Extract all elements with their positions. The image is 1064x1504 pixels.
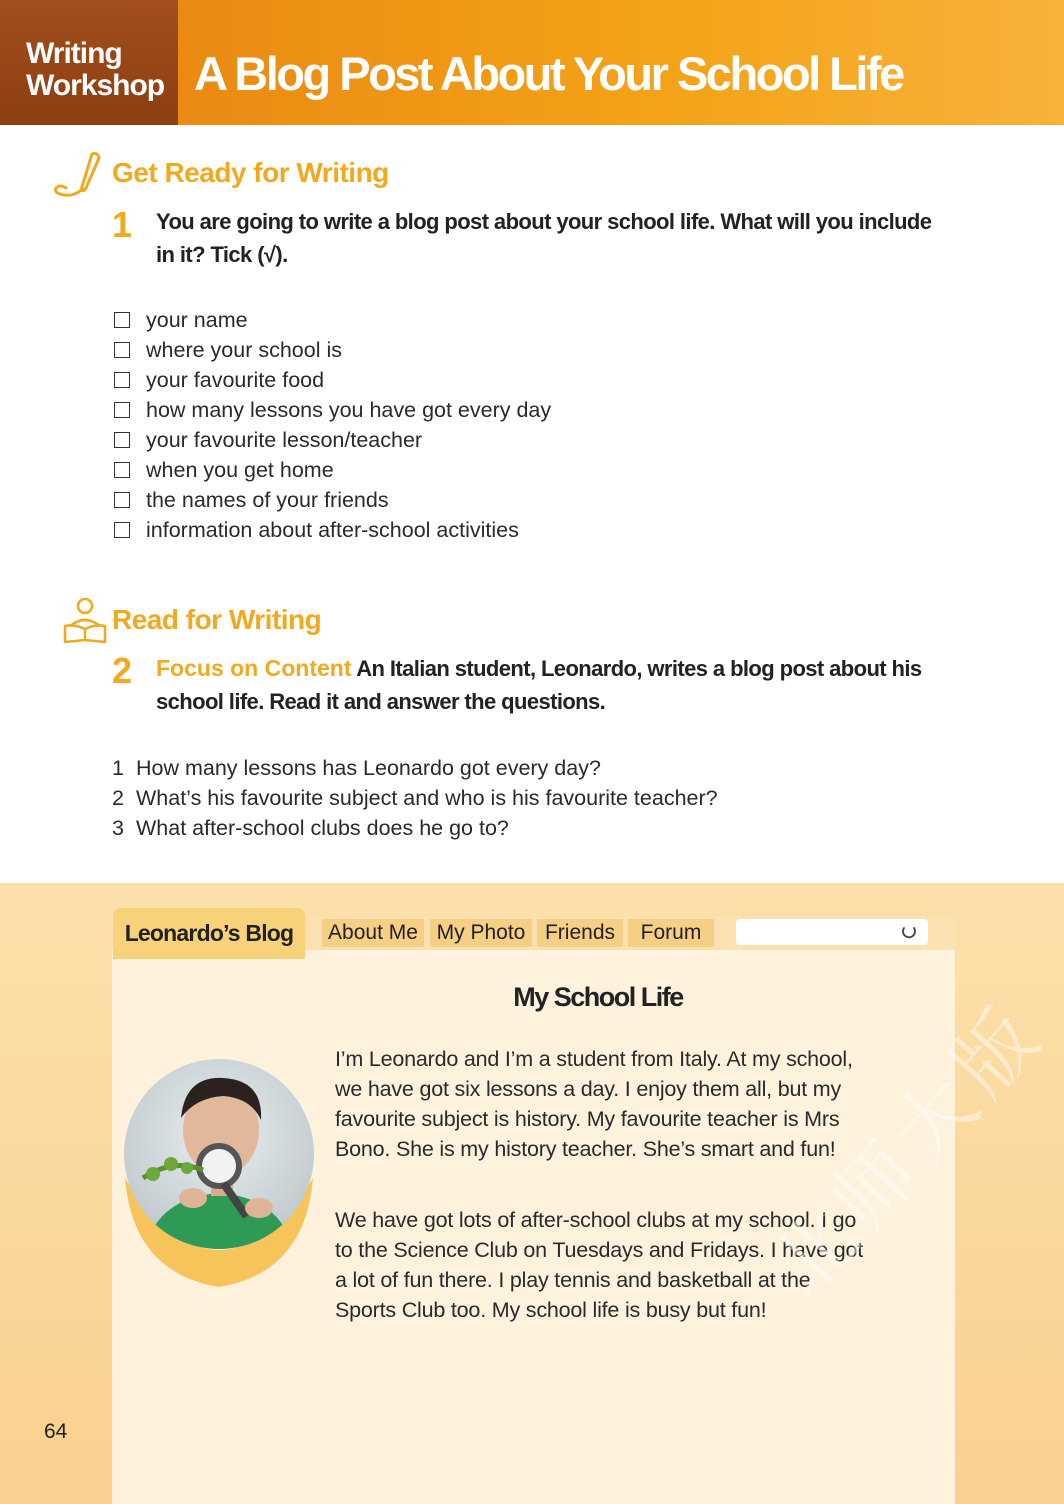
exercise-1-instruction: You are going to write a blog post about your school life. What will you include in it? Tick (√). <box>156 209 932 267</box>
tag-line-2: Workshop <box>26 69 165 102</box>
tab-about-me[interactable]: About Me <box>322 919 424 947</box>
checkbox[interactable] <box>114 492 130 508</box>
checklist-item-label: how many lessons you have got every day <box>146 397 552 422</box>
checklist-item-label: where your school is <box>146 337 342 362</box>
tag-line-1: Writing <box>26 37 122 70</box>
writing-workshop-tag <box>0 0 178 125</box>
page-title: A Blog Post About Your School Life <box>194 47 903 100</box>
checklist-item[interactable] <box>114 395 551 425</box>
checkbox[interactable] <box>114 312 130 328</box>
checklist-item[interactable] <box>114 365 551 395</box>
title-banner <box>178 0 1064 125</box>
exercise-2-text: An Italian student, Leonardo, writes a blog post about his school life. Read it and answer the questions. <box>156 656 922 714</box>
page-header <box>0 0 1064 125</box>
focus-label: Focus on Content <box>156 655 352 681</box>
checkbox[interactable] <box>114 372 130 388</box>
exercise-number-1: 1 <box>112 204 133 245</box>
exercise-number-2: 2 <box>112 650 133 691</box>
reader-icon <box>62 596 108 644</box>
question-text: How many lessons has Leonardo got every day? <box>136 755 601 780</box>
question-text: What’s his favourite subject and who is his favourite teacher? <box>136 785 718 810</box>
exercise-2-instruction <box>156 652 946 718</box>
search-icon[interactable] <box>900 923 918 941</box>
watermark: 北师大版 <box>753 984 1064 1315</box>
checklist-item-label: your favourite food <box>146 367 325 392</box>
question-number: 1 <box>112 755 124 780</box>
checklist-item[interactable] <box>114 485 551 515</box>
tab-my-photo[interactable]: My Photo <box>430 919 532 947</box>
checklist-item-label: your name <box>146 307 248 332</box>
search-input[interactable] <box>736 919 928 945</box>
list-item <box>112 783 718 813</box>
question-list <box>112 753 718 843</box>
tab-friends[interactable]: Friends <box>537 919 623 947</box>
checklist-item[interactable] <box>114 335 551 365</box>
checkbox[interactable] <box>114 342 130 358</box>
checklist-item[interactable] <box>114 515 551 545</box>
blog-paragraph-2: We have got lots of after-school clubs at my school. I go to the Science Club on Tuesdays and Fridays. I have got a lot of fun there. I play tennis and basketball at the Sports Club too. My school life is busy but fun! <box>335 1208 864 1322</box>
section-heading-get-ready: Get Ready for Writing <box>112 157 389 188</box>
pen-icon <box>52 150 110 200</box>
list-item <box>112 813 718 843</box>
checklist-item-label: information about after-school activities <box>146 517 519 542</box>
blog-post-title: My School Life <box>513 982 683 1012</box>
section-heading-read-for-writing: Read for Writing <box>112 604 322 635</box>
checkbox[interactable] <box>114 402 130 418</box>
list-item <box>112 753 718 783</box>
blog-name-tab[interactable]: Leonardo’s Blog <box>113 908 305 959</box>
checkbox[interactable] <box>114 432 130 448</box>
checkbox[interactable] <box>114 462 130 478</box>
student-photo <box>123 1058 315 1288</box>
avatar <box>123 1058 315 1288</box>
question-number: 2 <box>112 785 124 810</box>
checklist <box>114 305 551 545</box>
checklist-item-label: your favourite lesson/teacher <box>146 427 423 452</box>
tab-forum[interactable]: Forum <box>628 919 714 947</box>
checklist-item-label: the names of your friends <box>146 487 389 512</box>
checklist-item[interactable] <box>114 305 551 335</box>
checklist-item[interactable] <box>114 455 551 485</box>
checklist-item-label: when you get home <box>146 457 334 482</box>
page-number: 64 <box>44 1420 68 1443</box>
checkbox[interactable] <box>114 522 130 538</box>
question-number: 3 <box>112 815 124 840</box>
question-text: What after-school clubs does he go to? <box>136 815 509 840</box>
blog-paragraph-1: I’m Leonardo and I’m a student from Italy. At my school, we have got six lessons a day. I enjoy them all, but my favourite subject is history. My favourite teacher is Mrs Bono. She is my history teacher. She’s smart and fun! <box>335 1047 853 1161</box>
checklist-item[interactable] <box>114 425 551 455</box>
